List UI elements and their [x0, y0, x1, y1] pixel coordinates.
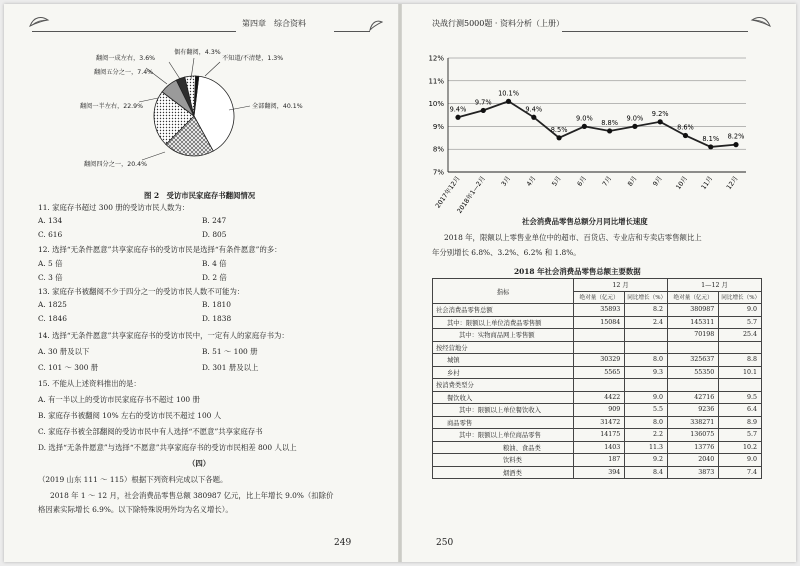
- right-page: [402, 4, 796, 562]
- table-row: [433, 466, 762, 479]
- page-number: 249: [334, 538, 352, 548]
- col-header-amount-ytd: 绝对量（亿元）: [667, 291, 718, 304]
- cell-growth-dec: 2.4: [625, 316, 668, 329]
- cell-growth-ytd: 25.4: [719, 329, 762, 342]
- q12-option-d[interactable]: D. 2 倍: [202, 273, 227, 282]
- line-chart: [412, 44, 762, 216]
- cell-amount-ytd: 3873: [667, 466, 718, 479]
- q11-option-a[interactable]: A. 134: [38, 216, 63, 225]
- data-point: [455, 115, 460, 120]
- q14-option-b[interactable]: B. 51 ～ 100 册: [202, 347, 258, 356]
- row-label: 其中：限额以上单位餐饮收入: [433, 404, 574, 417]
- cell-amount-ytd: 338271: [667, 416, 718, 429]
- row-label: 餐饮收入: [433, 391, 574, 404]
- cell-amount-ytd: 13776: [667, 441, 718, 454]
- leader-line: [139, 98, 158, 102]
- header-rule: [562, 31, 748, 32]
- cell-growth-dec: [625, 379, 668, 392]
- cell-amount-ytd: [667, 379, 718, 392]
- cell-amount-dec: 909: [574, 404, 625, 417]
- page-header-title: 第四章 综合资料: [242, 19, 306, 28]
- cell-growth-dec: 8.0: [625, 416, 668, 429]
- data-point: [708, 144, 713, 149]
- data-label: 9.4%: [525, 105, 543, 114]
- cell-amount-dec: 35893: [574, 304, 625, 317]
- line-series: [458, 101, 736, 147]
- row-label: 商品零售: [433, 416, 574, 429]
- data-point: [607, 128, 612, 133]
- cell-growth-dec: 9.3: [625, 366, 668, 379]
- cell-amount-dec: 14175: [574, 429, 625, 442]
- x-tick-label: 8月: [625, 174, 639, 188]
- header-rule-left: [32, 31, 236, 32]
- data-label: 9.2%: [651, 109, 669, 118]
- q15-option-c[interactable]: C. 家庭存书被全部翻阅的受访市民中有人选择“不愿意”共享家庭存书: [38, 427, 263, 436]
- q14-option-c[interactable]: C. 101 ～ 300 册: [38, 363, 99, 372]
- row-label: 按经营地分: [433, 341, 574, 354]
- x-tick-label: 3月: [499, 174, 513, 188]
- table-row: [433, 354, 762, 367]
- row-label: 烟酒类: [433, 466, 574, 479]
- x-tick-label: 2017年12月: [433, 174, 462, 210]
- table-row: [433, 404, 762, 417]
- pie-label-unclear: 不知道/不清楚，1.3%: [222, 55, 284, 62]
- cell-growth-ytd: [719, 379, 762, 392]
- cell-growth-ytd: [719, 341, 762, 354]
- cell-growth-ytd: 9.0: [719, 454, 762, 467]
- data-point: [683, 133, 688, 138]
- y-tick-label: 8%: [432, 145, 444, 154]
- cell-growth-ytd: 5.7: [719, 316, 762, 329]
- table-title: 2018 年社会消费品零售总额主要数据: [514, 267, 641, 276]
- q13-option-b[interactable]: B. 1810: [202, 300, 231, 309]
- chart-caption: 社会消费品零售总额分月同比增长速度: [522, 217, 648, 226]
- q14-option-d[interactable]: D. 301 册及以上: [202, 363, 259, 372]
- data-point: [531, 115, 536, 120]
- pie-label-fifth: 翻阅五分之一，7.4%: [94, 69, 154, 76]
- cell-growth-ytd: 5.7: [719, 429, 762, 442]
- q11-option-d[interactable]: D. 805: [202, 230, 227, 239]
- data-point: [481, 108, 486, 113]
- col-header-growth-ytd: 同比增长（%）: [719, 291, 762, 304]
- figure-caption: 图 2 受访市民家庭存书翻阅情况: [144, 191, 256, 200]
- cell-growth-ytd: 7.4: [719, 466, 762, 479]
- q11-option-b[interactable]: B. 247: [202, 216, 227, 225]
- cell-amount-ytd: 2040: [667, 454, 718, 467]
- q15-option-a[interactable]: A. 有一半以上的受访市民家庭存书不超过 100 册: [38, 395, 200, 404]
- cell-growth-ytd: 6.4: [719, 404, 762, 417]
- question-14-stem: 14. 选择“无条件愿意”共享家庭存书的受访市民中，一定有人的家庭存书为：: [38, 331, 289, 340]
- section-intro: （2019 山东 111 ～ 115）根据下列资料完成以下各题。: [38, 475, 228, 484]
- data-label: 8.1%: [702, 134, 720, 143]
- pie-label-all: 全部翻阅，40.1%: [252, 103, 303, 110]
- row-label: 按消费类型分: [433, 379, 574, 392]
- table-row: [433, 316, 762, 329]
- cell-amount-dec: [574, 341, 625, 354]
- row-label: 社会消费品零售总额: [433, 304, 574, 317]
- section-paragraph-line-2: 格因素实际增长 6.9%。以下除特殊说明外均为名义增长）。: [38, 505, 233, 514]
- col-header-indicator: 指标: [433, 279, 574, 304]
- x-tick-label: 11月: [699, 174, 715, 192]
- cell-growth-ytd: 9.0: [719, 304, 762, 317]
- data-label: 8.5%: [550, 125, 568, 134]
- question-13-stem: 13. 家庭存书被翻阅不少于四分之一的受访市民人数不可能为：: [38, 287, 245, 296]
- x-tick-label: 7月: [600, 174, 614, 188]
- data-point: [556, 135, 561, 140]
- x-tick-label: 4月: [524, 174, 538, 188]
- cell-amount-dec: 5565: [574, 366, 625, 379]
- q13-option-a[interactable]: A. 1825: [38, 300, 67, 309]
- leaf-ornament-icon: [28, 14, 50, 28]
- leaf-ornament-icon-right: [368, 18, 384, 32]
- cell-amount-dec: 4422: [574, 391, 625, 404]
- data-point: [658, 119, 663, 124]
- pie-label-tenth: 翻阅一成左右，3.6%: [96, 55, 156, 62]
- cell-amount-ytd: 55350: [667, 366, 718, 379]
- cell-amount-ytd: 70198: [667, 329, 718, 342]
- cell-growth-ytd: 10.1: [719, 366, 762, 379]
- y-tick-label: 9%: [432, 122, 444, 131]
- cell-amount-ytd: 325637: [667, 354, 718, 367]
- q15-option-d[interactable]: D. 选择“无条件愿意”与选择“不愿意”共享家庭存书的受访市民相差 800 人以上: [38, 443, 297, 452]
- cell-amount-dec: 1403: [574, 441, 625, 454]
- y-tick-label: 10%: [428, 100, 444, 109]
- cell-growth-dec: 9.2: [625, 454, 668, 467]
- data-label: 8.2%: [727, 132, 745, 141]
- cell-amount-ytd: 145311: [667, 316, 718, 329]
- data-label: 9.0%: [626, 114, 644, 123]
- x-tick-label: 6月: [575, 174, 589, 188]
- row-label: 其中：实物商品网上零售额: [433, 329, 574, 342]
- row-label: 粮油、食品类: [433, 441, 574, 454]
- cell-growth-dec: 8.4: [625, 466, 668, 479]
- q12-option-a[interactable]: A. 5 倍: [38, 259, 63, 268]
- table-row: [433, 441, 762, 454]
- pie-label-half: 翻阅一半左右，22.9%: [80, 103, 143, 110]
- leader-line: [142, 152, 165, 160]
- data-label: 10.1%: [498, 89, 520, 98]
- question-15-stem: 15. 不能从上述资料推出的是：: [38, 379, 141, 388]
- page-header-title: 决战行测5000题 · 资料分析（上册）: [432, 19, 564, 28]
- q13-option-c[interactable]: C. 1846: [38, 314, 67, 323]
- table-row: [433, 379, 762, 392]
- table-row: [433, 454, 762, 467]
- y-tick-label: 11%: [428, 77, 444, 86]
- data-point: [733, 142, 738, 147]
- section-paragraph-line-1: 2018 年 1 ～ 12 月，社会消费品零售总额 380987 亿元，比上年增长 9.0%（扣除价: [50, 491, 334, 500]
- table-row: [433, 329, 762, 342]
- table-row: [433, 366, 762, 379]
- pie-chart: [24, 36, 364, 186]
- table-row: [433, 391, 762, 404]
- cell-growth-dec: 8.0: [625, 354, 668, 367]
- row-label: 饮料类: [433, 454, 574, 467]
- header-rule-right: [334, 31, 370, 32]
- y-tick-label: 12%: [428, 54, 444, 63]
- data-point: [506, 99, 511, 104]
- data-label: 8.8%: [601, 118, 619, 127]
- q12-option-c[interactable]: C. 3 倍: [38, 273, 63, 282]
- left-page: [4, 4, 398, 562]
- cell-amount-dec: [574, 329, 625, 342]
- cell-growth-ytd: 9.5: [719, 391, 762, 404]
- paragraph-line-1: 2018 年，限额以上零售业单位中的超市、百货店、专业店和专卖店零售额比上: [444, 233, 702, 242]
- cell-amount-ytd: 42716: [667, 391, 718, 404]
- data-table: [432, 278, 762, 479]
- row-label: 其中：限额以上单位消费品零售额: [433, 316, 574, 329]
- cell-growth-ytd: 8.9: [719, 416, 762, 429]
- leader-line: [169, 62, 180, 79]
- x-tick-label: 10月: [674, 174, 690, 192]
- q12-option-b[interactable]: B. 4 倍: [202, 259, 227, 268]
- cell-amount-ytd: 136075: [667, 429, 718, 442]
- data-point: [582, 124, 587, 129]
- table-row: [433, 341, 762, 354]
- row-label: 乡村: [433, 366, 574, 379]
- cell-growth-dec: 9.0: [625, 391, 668, 404]
- table-row: [433, 416, 762, 429]
- cell-amount-ytd: 380987: [667, 304, 718, 317]
- x-tick-label: 12月: [724, 174, 740, 192]
- q15-option-b[interactable]: B. 家庭存书被翻阅 10% 左右的受访市民不超过 100 人: [38, 411, 222, 420]
- data-point: [632, 124, 637, 129]
- data-label: 9.0%: [575, 114, 593, 123]
- cell-growth-ytd: 8.8: [719, 354, 762, 367]
- page-number: 250: [436, 538, 454, 548]
- cell-growth-dec: 2.2: [625, 429, 668, 442]
- pie-label-quarter: 翻阅四分之一，20.4%: [84, 161, 147, 168]
- cell-growth-dec: 11.3: [625, 441, 668, 454]
- cell-amount-dec: 15084: [574, 316, 625, 329]
- section-heading: （四）: [188, 459, 211, 468]
- cell-amount-dec: 30329: [574, 354, 625, 367]
- data-label: 9.4%: [449, 105, 467, 114]
- question-11-stem: 11. 家庭存书超过 300 册的受访市民人数为：: [38, 203, 190, 212]
- book-spread: [4, 4, 796, 562]
- q11-option-c[interactable]: C. 616: [38, 230, 63, 239]
- q14-option-a[interactable]: A. 30 册及以下: [38, 347, 90, 356]
- cell-amount-dec: 394: [574, 466, 625, 479]
- cell-growth-dec: [625, 329, 668, 342]
- cell-amount-ytd: [667, 341, 718, 354]
- row-label: 其中：限额以上单位商品零售: [433, 429, 574, 442]
- question-12-stem: 12. 选择“无条件愿意”共享家庭存书的受访市民是选择“有条件愿意”的多：: [38, 245, 282, 254]
- x-tick-label: 9月: [651, 174, 664, 188]
- col-header-amount-dec: 绝对量（亿元）: [574, 291, 625, 304]
- col-header-growth-dec: 同比增长（%）: [625, 291, 668, 304]
- q13-option-d[interactable]: D. 1838: [202, 314, 232, 323]
- cell-amount-ytd: 9236: [667, 404, 718, 417]
- data-label: 9.7%: [474, 98, 492, 107]
- leaf-ornament-icon: [750, 14, 772, 28]
- paragraph-line-2: 年分别增长 6.8%、3.2%、6.2% 和 1.8%。: [432, 248, 581, 257]
- cell-amount-dec: 31472: [574, 416, 625, 429]
- cell-amount-dec: 187: [574, 454, 625, 467]
- col-header-jan-dec: 1—12 月: [667, 279, 761, 292]
- cell-growth-ytd: 10.2: [719, 441, 762, 454]
- cell-growth-dec: 5.5: [625, 404, 668, 417]
- x-tick-label: 2018年1—2月: [455, 174, 487, 215]
- table-row: [433, 304, 762, 317]
- cell-growth-dec: 8.2: [625, 304, 668, 317]
- x-tick-label: 5月: [550, 174, 563, 188]
- pie-label-occasional: 偶有翻阅，4.3%: [174, 49, 221, 56]
- y-tick-label: 7%: [432, 168, 444, 177]
- cell-growth-dec: [625, 341, 668, 354]
- col-header-december: 12 月: [574, 279, 668, 292]
- cell-amount-dec: [574, 379, 625, 392]
- leader-line: [205, 62, 220, 76]
- row-label: 城镇: [433, 354, 574, 367]
- data-label: 8.6%: [677, 123, 694, 132]
- table-row: [433, 429, 762, 442]
